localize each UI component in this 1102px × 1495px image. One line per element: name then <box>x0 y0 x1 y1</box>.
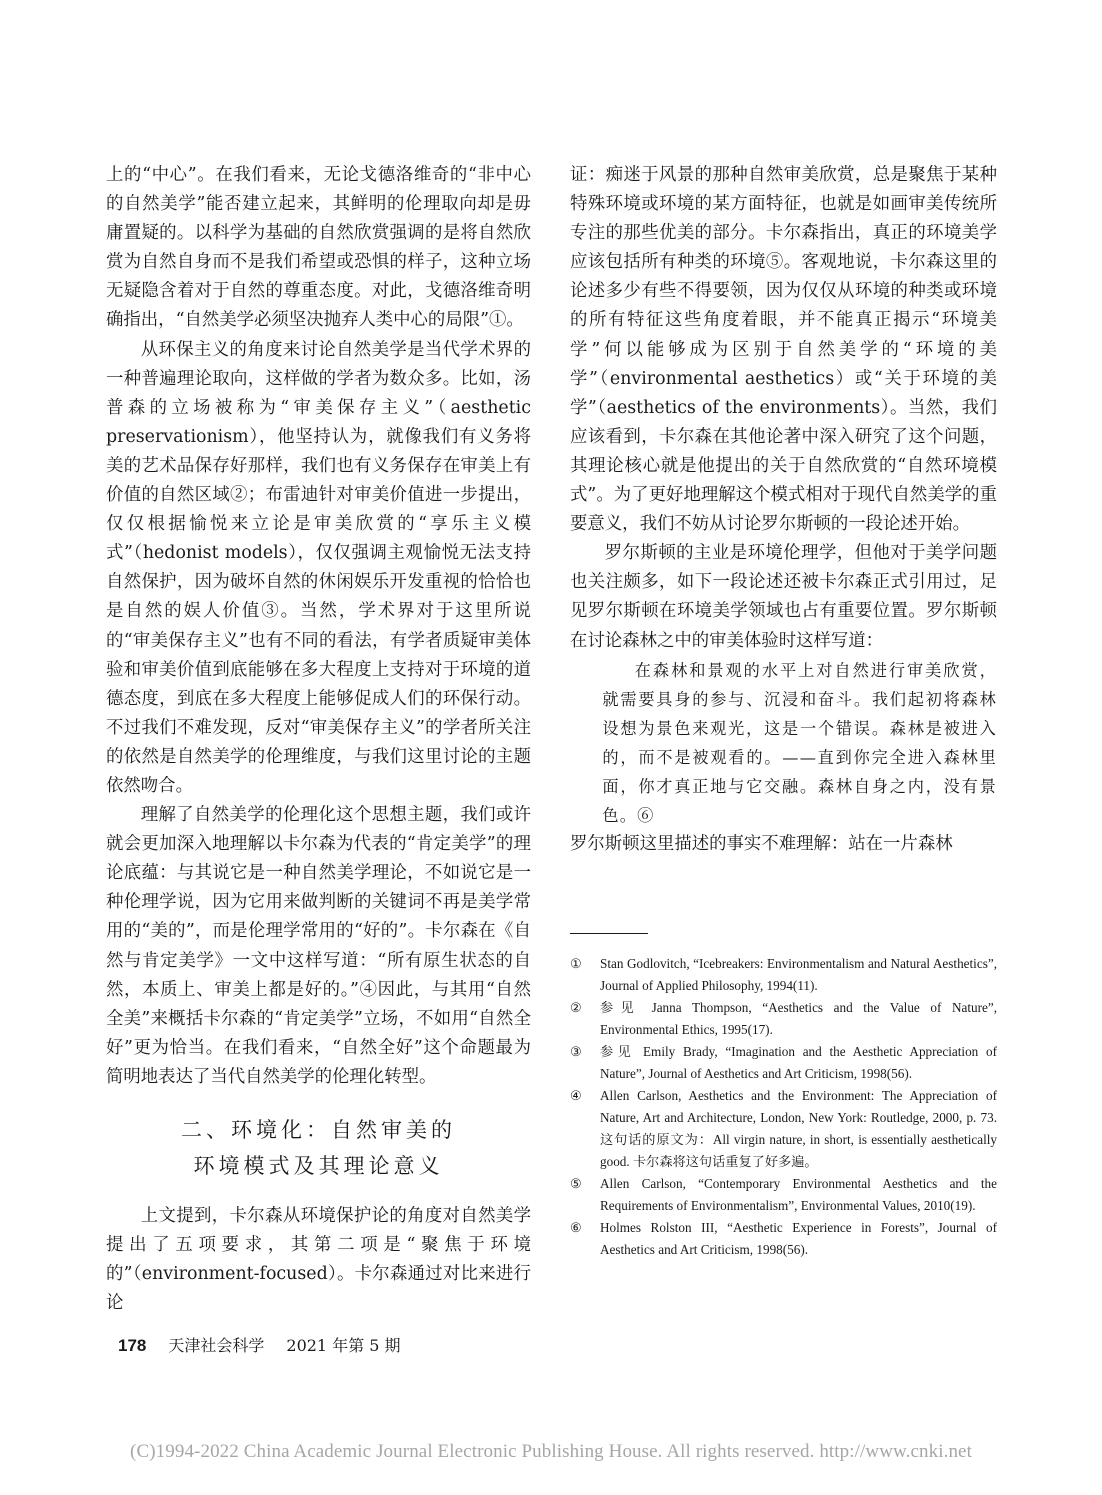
footnote-number: ④ <box>570 1088 582 1103</box>
footnote-divider <box>570 933 648 934</box>
footnote-text: Allen Carlson, “Contemporary Environmental Aesthetics and the Requirements of Environmentalism”, Environmental Values, 2010(19). <box>600 1176 997 1213</box>
footnote <box>570 997 997 1041</box>
footnote <box>570 953 997 997</box>
footnote-text: 参见 Emily Brady, “Imagination and the Aesthetic Appreciation of Nature”, Journal of Aesthetics and Art Criticism, 1998(56). <box>600 1044 997 1081</box>
footnote-number: ⑤ <box>570 1176 582 1191</box>
footnote <box>570 1217 997 1261</box>
page-footer <box>118 1333 401 1356</box>
section-title-line-1: 二、环境化：自然审美的 <box>181 1118 456 1142</box>
footnotes <box>570 953 997 1261</box>
paragraph: 理解了自然美学的伦理化这个思想主题，我们或许就会更加深入地理解以卡尔森为代表的“肯定美学”的理论底蕴：与其说它是一种自然美学理论，不如说它是一种伦理学说，因为它用来做判断的关键词不再是美学常用的“美的”，而是伦理学常用的“好的”。卡尔森在《自然与肯定美学》一文中这样写道：“所有原生状态的自然，本质上、审美上都是好的。”④因此，与其用“自然全美”来概括卡尔森的“肯定美学”立场，不如用“自然全好”更为恰当。在我们看来，“自然全好”这个命题最为简明地表达了当代自然美学的伦理化转型。 <box>106 805 531 1087</box>
paragraph: 上的“中心”。在我们看来，无论戈德洛维奇的“非中心的自然美学”能否建立起来，其鲜明的伦理取向却是毋庸置疑的。以科学为基础的自然欣赏强调的是将自然欣赏为自然自身而不是我们希望或恐惧的样子，这种立场无疑隐含着对于自然的尊重态度。对此，戈德洛维奇明确指出，“自然美学必须坚决抛弃人类中心的局限”①。 <box>106 165 531 331</box>
footnote-number: ① <box>570 956 582 971</box>
paragraph: 罗尔斯顿这里描述的事实不难理解：站在一片森林 <box>570 834 953 855</box>
page-number: 178 <box>118 1336 147 1355</box>
footnote-number: ③ <box>570 1044 582 1059</box>
footnote-number: ⑥ <box>570 1220 582 1235</box>
section-title <box>106 1112 531 1184</box>
footnote-text: Stan Godlovitch, “Icebreakers: Environmentalism and Natural Aesthetics”, Journal of Applied Philosophy, 1994(11). <box>600 956 997 993</box>
footnote-text: Allen Carlson, Aesthetics and the Environment: The Appreciation of Nature, Art and Architecture, London, New York: Routledge, 2000, p. 73. 这句话的原文为：All virgin nature, in short, is essentially aesthetically good. 卡尔森将这句话重复了好多遍。 <box>600 1088 997 1169</box>
left-column <box>106 161 531 1318</box>
section-title-line-2: 环境模式及其理论意义 <box>193 1154 444 1178</box>
paragraph: 罗尔斯顿的主业是环境伦理学，但他对于美学问题也关注颇多，如下一段论述还被卡尔森正式引用过，足见罗尔斯顿在环境美学领域也占有重要位置。罗尔斯顿在讨论森林之中的审美体验时这样写道： <box>570 543 997 651</box>
footnote <box>570 1041 997 1085</box>
footnote-text: 参见 Janna Thompson, “Aesthetics and the Value of Nature”, Environmental Ethics, 1995(17). <box>600 1000 997 1037</box>
paragraph: 从环保主义的角度来讨论自然美学是当代学术界的一种普遍理论取向，这样做的学者为数众多。比如，汤普森的立场被称为“审美保存主义”（aesthetic preservationism），他坚持认为，就像我们有义务将美的艺术品保存好那样，我们也有义务保存在审美上有价值的自然区域②；布雷迪针对审美价值进一步提出，仅仅根据愉悦来立论是审美欣赏的“享乐主义模式”（hedonist models），仅仅强调主观愉悦无法支持自然保护，因为破坏自然的休闲娱乐开发重视的恰恰也是自然的娱人价值③。当然，学术界对于这里所说的“审美保存主义”也有不同的看法，有学者质疑审美体验和审美价值到底能够在多大程度上支持对于环境的道德态度，到底在多大程度上能够促成人们的环保行动。不过我们不难发现，反对“审美保存主义”的学者所关注的依然是自然美学的伦理维度，与我们这里讨论的主题依然吻合。 <box>106 339 531 796</box>
issue-label: 2021 年第 5 期 <box>286 1336 401 1355</box>
block-quote: 在森林和景观的水平上对自然进行审美欣赏，就需要具身的参与、沉浸和奋斗。我们起初将森林设想为景色来观光，这是一个错误。森林是被进入的，而不是被观看的。——直到你完全进入森林里面，你才真正地与它交融。森林自身之内，没有景色。⑥ <box>602 660 997 826</box>
right-column <box>570 161 997 859</box>
paragraph: 上文提到，卡尔森从环境保护论的角度对自然美学提出了五项要求，其第二项是“聚焦于环境的”（environment-focused）。卡尔森通过对比来进行论 <box>106 1206 531 1314</box>
paragraph: 证：痴迷于风景的那种自然审美欣赏，总是聚焦于某种特殊环境或环境的某方面特征，也就是如画审美传统所专注的那些优美的部分。卡尔森指出，真正的环境美学应该包括所有种类的环境⑤。客观地说，卡尔森这里的论述多少有些不得要领，因为仅仅从环境的种类或环境的所有特征这些角度着眼，并不能真正揭示“环境美学”何以能够成为区别于自然美学的“环境的美学”（environmental aesthetics）或“关于环境的美学”（aesthetics of the environments）。当然，我们应该看到，卡尔森在其他论著中深入研究了这个问题，其理论核心就是他提出的关于自然欣赏的“自然环境模式”。为了更好地理解这个模式相对于现代自然美学的重要意义，我们不妨从讨论罗尔斯顿的一段论述开始。 <box>570 165 997 535</box>
footnote-text: Holmes Rolston III, “Aesthetic Experience in Forests”, Journal of Aesthetics and Art Criticism, 1998(56). <box>600 1220 997 1257</box>
footnote <box>570 1085 997 1173</box>
copyright-watermark: (C)1994-2022 China Academic Journal Electronic Publishing House. All rights reserved. http://www.cnki.net <box>130 1441 972 1462</box>
footnote <box>570 1173 997 1217</box>
journal-name: 天津社会科学 <box>168 1336 265 1355</box>
footnote-number: ② <box>570 1000 582 1015</box>
